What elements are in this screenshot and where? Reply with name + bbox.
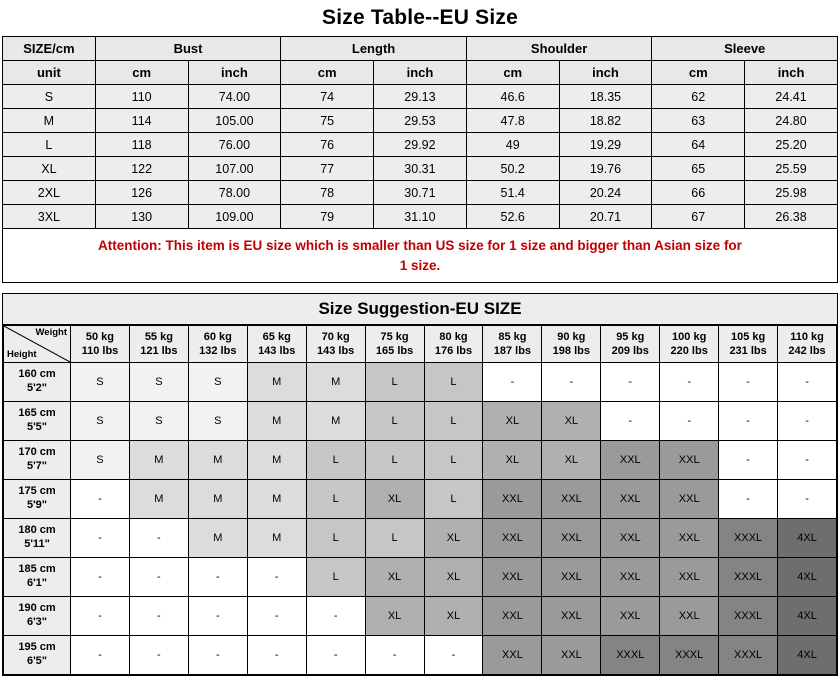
weight-kg: 75 kg [380, 330, 409, 343]
weight-kg: 55 kg [144, 330, 173, 343]
size-suggestion-cell: S [129, 363, 188, 402]
measurement-cell: 25.59 [745, 157, 838, 181]
measurement-cell: 26.38 [745, 205, 838, 229]
col-size: SIZE/cm [3, 37, 96, 61]
weight-column-header [188, 326, 247, 363]
measurement-cell: 19.76 [559, 157, 652, 181]
weight-column-header [719, 326, 778, 363]
table-row [4, 441, 837, 480]
measurement-cell: 29.13 [374, 85, 467, 109]
table-row [3, 109, 838, 133]
size-suggestion-cell: - [188, 636, 247, 675]
size-suggestion-cell: - [660, 402, 719, 441]
size-suggestion-cell: M [247, 402, 306, 441]
weight-lbs: 209 lbs [611, 345, 649, 358]
weight-column-header [365, 326, 424, 363]
weight-lbs: 187 lbs [493, 345, 532, 358]
size-label-cell: 3XL [3, 205, 96, 229]
size-suggestion-cell: M [306, 402, 365, 441]
height-cm: 165 cm [18, 407, 56, 420]
weight-kg: 95 kg [616, 330, 645, 343]
size-suggestion-cell: XXL [660, 558, 719, 597]
size-table-group-header-row [3, 37, 838, 61]
measurement-cell: 122 [95, 157, 188, 181]
size-suggestion-cell: XXL [483, 558, 542, 597]
weight-lbs: 220 lbs [670, 345, 708, 358]
size-suggestion-cell: XL [424, 519, 483, 558]
size-suggestion-cell: XL [542, 402, 601, 441]
weight-lbs: 231 lbs [729, 345, 767, 358]
height-row-header [4, 402, 71, 441]
measurement-cell: 25.20 [745, 133, 838, 157]
height-ft: 5'2" [26, 382, 48, 395]
measurement-cell: 66 [652, 181, 745, 205]
size-suggestion-cell: M [129, 480, 188, 519]
size-suggestion-cell: XL [542, 441, 601, 480]
unit-bust-inch: inch [188, 61, 281, 85]
measurement-cell: 24.41 [745, 85, 838, 109]
weight-kg: 110 kg [790, 330, 824, 343]
weight-lbs: 143 lbs [258, 345, 296, 358]
size-suggestion-cell: L [424, 363, 483, 402]
col-bust: Bust [95, 37, 281, 61]
size-suggestion-cell: XXL [542, 558, 601, 597]
col-shoulder: Shoulder [466, 37, 652, 61]
col-length: Length [281, 37, 467, 61]
size-suggestion-cell: XL [483, 441, 542, 480]
size-suggestion-cell: XXXL [719, 636, 778, 675]
height-cm: 190 cm [18, 602, 56, 615]
size-suggestion-cell: - [542, 363, 601, 402]
size-chart-page [0, 6, 840, 668]
weight-lbs: 121 lbs [140, 345, 178, 358]
suggestion-table-head [4, 326, 837, 363]
size-suggestion-cell: L [306, 480, 365, 519]
weight-column-header [483, 326, 542, 363]
size-suggestion-cell: - [306, 597, 365, 636]
size-suggestion-cell: XXXL [719, 519, 778, 558]
size-suggestion-cell: XXL [483, 480, 542, 519]
size-suggestion-cell: - [306, 636, 365, 675]
weight-column-header [247, 326, 306, 363]
measurement-cell: 65 [652, 157, 745, 181]
height-cm: 185 cm [18, 563, 56, 576]
measurement-cell: 49 [466, 133, 559, 157]
size-suggestion-cell: L [424, 402, 483, 441]
size-suggestion-cell: L [424, 480, 483, 519]
measurement-cell: 24.80 [745, 109, 838, 133]
size-suggestion-cell: - [71, 597, 130, 636]
size-suggestion-cell: L [365, 402, 424, 441]
height-ft: 5'9" [26, 499, 48, 512]
size-label-cell: 2XL [3, 181, 96, 205]
size-suggestion-cell: - [247, 558, 306, 597]
size-suggestion-cell: - [129, 519, 188, 558]
size-suggestion-cell: L [365, 519, 424, 558]
size-suggestion-cell: 4XL [778, 597, 837, 636]
weight-column-header [129, 326, 188, 363]
height-ft: 5'5" [26, 421, 48, 434]
height-cm: 160 cm [18, 368, 56, 381]
table-row [4, 402, 837, 441]
size-suggestion-cell: - [601, 363, 660, 402]
size-suggestion-cell: - [129, 597, 188, 636]
size-suggestion-cell: XXL [542, 636, 601, 675]
measurement-cell: 67 [652, 205, 745, 229]
size-suggestion-cell: - [424, 636, 483, 675]
measurement-cell: 47.8 [466, 109, 559, 133]
size-suggestion-cell: - [778, 441, 837, 480]
measurement-cell: 50.2 [466, 157, 559, 181]
measurement-cell: 126 [95, 181, 188, 205]
weight-lbs: 110 lbs [81, 345, 119, 358]
measurement-cell: 52.6 [466, 205, 559, 229]
size-label-cell: XL [3, 157, 96, 181]
measurement-cell: 30.31 [374, 157, 467, 181]
unit-shoulder-inch: inch [559, 61, 652, 85]
measurement-cell: 110 [95, 85, 188, 109]
measurement-cell: 78 [281, 181, 374, 205]
size-suggestion-cell: S [188, 363, 247, 402]
size-suggestion-cell: - [365, 636, 424, 675]
weight-kg: 80 kg [439, 330, 468, 343]
size-label-cell: L [3, 133, 96, 157]
size-suggestion-cell: S [188, 402, 247, 441]
height-row-header [4, 480, 71, 519]
measurement-cell: 114 [95, 109, 188, 133]
height-row-header [4, 597, 71, 636]
size-suggestion-cell: 4XL [778, 558, 837, 597]
measurement-cell: 29.53 [374, 109, 467, 133]
weight-column-header [71, 326, 130, 363]
size-suggestion-cell: - [188, 597, 247, 636]
size-suggestion-cell: - [778, 480, 837, 519]
height-cm: 180 cm [18, 524, 56, 537]
table-row [4, 363, 837, 402]
weight-kg: 60 kg [203, 330, 232, 343]
size-suggestion-cell: XXL [483, 519, 542, 558]
size-suggestion-cell: XXL [601, 480, 660, 519]
measurement-cell: 25.98 [745, 181, 838, 205]
size-suggestion-cell: XL [424, 558, 483, 597]
size-suggestion-cell: M [188, 480, 247, 519]
size-suggestion-cell: - [719, 441, 778, 480]
size-suggestion-cell: S [71, 402, 130, 441]
measurement-cell: 18.35 [559, 85, 652, 109]
measurement-cell: 19.29 [559, 133, 652, 157]
size-suggestion-cell: XL [424, 597, 483, 636]
unit-length-cm: cm [281, 61, 374, 85]
size-suggestion-cell: L [365, 363, 424, 402]
height-row-header [4, 558, 71, 597]
size-suggestion-cell: XL [365, 480, 424, 519]
unit-shoulder-cm: cm [466, 61, 559, 85]
height-row-header [4, 441, 71, 480]
measurement-cell: 18.82 [559, 109, 652, 133]
height-ft: 6'3" [26, 616, 48, 629]
weight-column-header [778, 326, 837, 363]
size-suggestion-cell: 4XL [778, 519, 837, 558]
unit-bust-cm: cm [95, 61, 188, 85]
measurement-cell: 107.00 [188, 157, 281, 181]
measurement-cell: 76.00 [188, 133, 281, 157]
weight-column-header [601, 326, 660, 363]
size-table-body [3, 85, 838, 229]
size-suggestion-cell: - [71, 480, 130, 519]
attention-line-1: Attention: This item is EU size which is smaller than US size for 1 size and bigger than Asian size for [98, 238, 742, 253]
table-row [4, 558, 837, 597]
size-suggestion-cell: XXXL [601, 636, 660, 675]
size-suggestion-cell: - [660, 363, 719, 402]
measurement-cell: 118 [95, 133, 188, 157]
size-suggestion-cell: XXL [601, 441, 660, 480]
size-suggestion-cell: XXL [601, 597, 660, 636]
height-row-header [4, 636, 71, 675]
weight-kg: 65 kg [262, 330, 291, 343]
height-ft: 6'1" [26, 577, 48, 590]
measurement-cell: 78.00 [188, 181, 281, 205]
corner-height-label: Height [7, 348, 37, 360]
weight-kg: 50 kg [85, 330, 115, 343]
size-suggestion-cell: XXXL [719, 597, 778, 636]
attention-note [2, 229, 838, 283]
size-suggestion-cell: - [778, 402, 837, 441]
size-suggestion-cell: - [71, 558, 130, 597]
size-suggestion-cell: L [306, 558, 365, 597]
section-divider [0, 283, 840, 293]
measurement-cell: 74 [281, 85, 374, 109]
weight-lbs: 143 lbs [316, 345, 355, 358]
weight-height-corner-cell [4, 326, 71, 363]
measurement-cell: 74.00 [188, 85, 281, 109]
height-ft: 5'7" [26, 460, 48, 473]
unit-length-inch: inch [374, 61, 467, 85]
measurement-cell: 77 [281, 157, 374, 181]
weight-lbs: 132 lbs [199, 345, 237, 358]
measurement-cell: 62 [652, 85, 745, 109]
size-suggestion-table [3, 325, 837, 675]
measurement-cell: 79 [281, 205, 374, 229]
weight-column-header [306, 326, 365, 363]
measurement-cell: 75 [281, 109, 374, 133]
attention-line-2: 1 size. [399, 257, 441, 273]
weight-lbs: 176 lbs [434, 345, 473, 358]
weight-kg: 100 kg [672, 330, 707, 343]
size-suggestion-cell: - [719, 363, 778, 402]
size-suggestion-cell: XXL [660, 441, 719, 480]
measurement-cell: 51.4 [466, 181, 559, 205]
size-suggestion-cell: M [247, 363, 306, 402]
suggestion-title: Size Suggestion-EU SIZE [3, 294, 837, 325]
size-suggestion-cell: L [365, 441, 424, 480]
size-suggestion-cell: - [483, 363, 542, 402]
size-suggestion-cell: - [601, 402, 660, 441]
size-suggestion-cell: XL [483, 402, 542, 441]
size-suggestion-cell: M [129, 441, 188, 480]
table-row [3, 181, 838, 205]
size-table-unit-row [3, 61, 838, 85]
size-suggestion-cell: XXXL [660, 636, 719, 675]
weight-column-header [542, 326, 601, 363]
suggestion-header-row [4, 326, 837, 363]
weight-column-header [424, 326, 483, 363]
size-suggestion-cell: XXL [660, 519, 719, 558]
size-suggestion-cell: L [306, 441, 365, 480]
measurement-cell: 20.24 [559, 181, 652, 205]
height-ft: 5'11" [24, 538, 50, 551]
size-suggestion-cell: XXL [660, 480, 719, 519]
measurement-cell: 20.71 [559, 205, 652, 229]
weight-kg: 70 kg [321, 330, 350, 343]
size-suggestion-cell: XXL [601, 558, 660, 597]
size-suggestion-cell: XXL [542, 480, 601, 519]
size-table [2, 36, 838, 229]
size-suggestion-cell: M [247, 480, 306, 519]
weight-kg: 105 kg [730, 330, 766, 343]
size-suggestion-cell: M [306, 363, 365, 402]
size-suggestion-cell: - [71, 636, 130, 675]
size-label-cell: S [3, 85, 96, 109]
height-row-header [4, 519, 71, 558]
size-suggestion-cell: S [71, 441, 130, 480]
size-suggestion-cell: XXL [483, 597, 542, 636]
size-suggestion-cell: M [188, 519, 247, 558]
table-row [3, 157, 838, 181]
measurement-cell: 105.00 [188, 109, 281, 133]
table-row [4, 636, 837, 675]
size-suggestion-cell: 4XL [778, 636, 837, 675]
size-suggestion-cell: - [129, 558, 188, 597]
unit-label: unit [3, 61, 96, 85]
weight-lbs: 198 lbs [552, 345, 590, 358]
size-suggestion-cell: - [778, 363, 837, 402]
table-row [4, 519, 837, 558]
table-row [3, 85, 838, 109]
measurement-cell: 64 [652, 133, 745, 157]
size-suggestion-cell: M [188, 441, 247, 480]
size-suggestion-cell: - [247, 597, 306, 636]
measurement-cell: 30.71 [374, 181, 467, 205]
height-row-header [4, 363, 71, 402]
table-row [3, 205, 838, 229]
size-suggestion-cell: - [719, 480, 778, 519]
size-suggestion-cell: XXL [542, 519, 601, 558]
measurement-cell: 130 [95, 205, 188, 229]
measurement-cell: 109.00 [188, 205, 281, 229]
size-suggestion-cell: - [719, 402, 778, 441]
unit-sleeve-cm: cm [652, 61, 745, 85]
measurement-cell: 63 [652, 109, 745, 133]
size-suggestion-cell: XXXL [719, 558, 778, 597]
height-ft: 6'5" [26, 655, 48, 668]
weight-column-header [660, 326, 719, 363]
size-suggestion-cell: L [424, 441, 483, 480]
size-suggestion-cell: XL [365, 558, 424, 597]
weight-kg: 90 kg [557, 330, 586, 343]
size-suggestion-cell: M [247, 441, 306, 480]
size-label-cell: M [3, 109, 96, 133]
table-row [4, 597, 837, 636]
size-suggestion-cell: XXL [660, 597, 719, 636]
table-row [3, 133, 838, 157]
height-cm: 170 cm [18, 446, 56, 459]
col-sleeve: Sleeve [652, 37, 838, 61]
corner-weight-label: Weight [35, 327, 67, 339]
height-cm: 195 cm [18, 641, 56, 654]
measurement-cell: 29.92 [374, 133, 467, 157]
unit-sleeve-inch: inch [745, 61, 838, 85]
size-suggestion-cell: L [306, 519, 365, 558]
weight-lbs: 242 lbs [788, 345, 826, 358]
size-table-section [0, 6, 840, 283]
size-suggestion-cell: - [247, 636, 306, 675]
size-table-head [3, 37, 838, 85]
weight-kg: 85 kg [498, 330, 527, 343]
size-suggestion-cell: S [129, 402, 188, 441]
size-suggestion-cell: M [247, 519, 306, 558]
size-suggestion-cell: XL [365, 597, 424, 636]
size-suggestion-cell: S [71, 363, 130, 402]
size-suggestion-cell: XXL [601, 519, 660, 558]
size-suggestion-cell: XXL [542, 597, 601, 636]
size-suggestion-cell: - [129, 636, 188, 675]
size-suggestion-cell: - [71, 519, 130, 558]
height-cm: 175 cm [18, 485, 56, 498]
measurement-cell: 76 [281, 133, 374, 157]
weight-lbs: 165 lbs [375, 345, 414, 358]
size-suggestion-cell: XXL [483, 636, 542, 675]
measurement-cell: 46.6 [466, 85, 559, 109]
measurement-cell: 31.10 [374, 205, 467, 229]
table-row [4, 480, 837, 519]
page-title: Size Table--EU Size [322, 6, 518, 29]
size-suggestion-cell: - [188, 558, 247, 597]
size-suggestion-section [2, 293, 838, 676]
suggestion-table-body [4, 363, 837, 675]
